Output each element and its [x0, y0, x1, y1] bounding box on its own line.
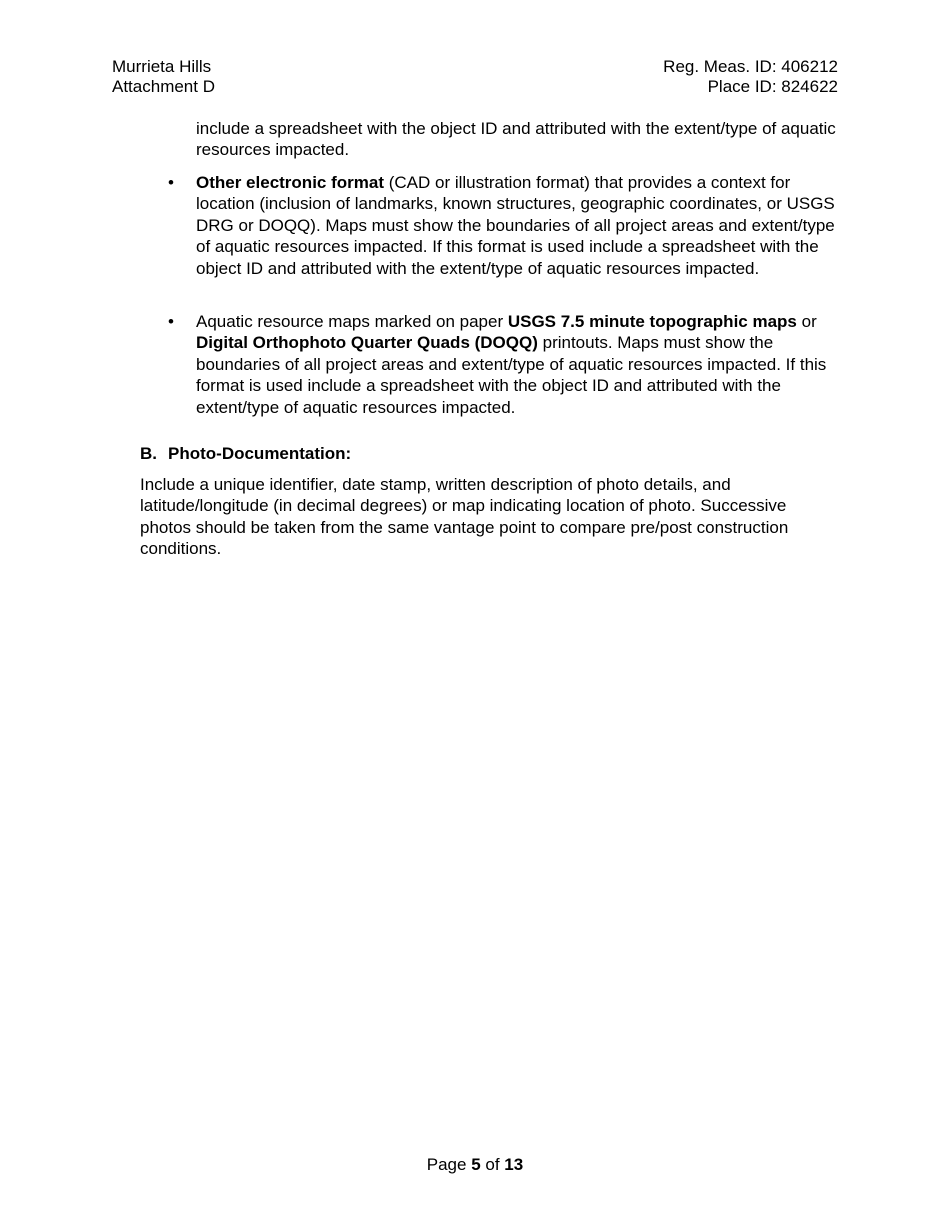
bullet-marker: • [168, 173, 174, 192]
section-b-body: Include a unique identifier, date stamp, written description of photo details, and latitude/longitude (in decimal degrees) or map indicating location of photo. Successive photos should be taken from the same vantage point to compare pre/post construction conditions. [140, 475, 789, 559]
bullet-text: Aquatic resource maps marked on paper [196, 312, 508, 331]
bullet-bold-doqq: Digital Orthophoto Quarter Quads (DOQQ) [196, 333, 538, 353]
section-letter: B. [140, 444, 157, 463]
bullet-aquatic-resource-maps [196, 311, 846, 418]
page-footer [0, 1155, 950, 1175]
bullet-marker: • [168, 312, 174, 331]
continuation-paragraph: include a spreadsheet with the object ID and attributed with the extent/type of aquatic resources impacted. [196, 119, 836, 160]
of-word: of [480, 1155, 505, 1174]
bullet-bold-lead: Other electronic format [196, 173, 384, 192]
page-word: Page [426, 1155, 472, 1174]
section-title: Photo-Documentation: [168, 444, 352, 463]
page-number: 5 [471, 1155, 481, 1174]
header-left [112, 57, 215, 97]
bullet-text: (CAD or illustration format) that provides a context for location (inclusion of landmarks, known structures, geographic coordinates, or USGS DRG or DOQQ). Maps must show the boundaries of all project areas and extent/type of aquatic resources impacted. If this format is used include a spreadsheet with the object ID and attributed with the extent/type of aquatic resources impacted. [196, 173, 835, 278]
attachment-label: Attachment D [112, 77, 215, 96]
header-right [663, 57, 838, 97]
project-name: Murrieta Hills [112, 57, 212, 76]
bullet-other-electronic-format [196, 172, 846, 279]
place-id: Place ID: 824622 [707, 77, 838, 96]
bullet-bold-usgs: USGS 7.5 minute topographic maps [507, 312, 797, 331]
total-pages: 13 [504, 1155, 524, 1174]
reg-meas-id: Reg. Meas. ID: 406212 [663, 57, 838, 76]
bullet-text: printouts. Maps must show the boundaries of all project areas and extent/type of aquatic resources impacted. If this format is used include a spreadsheet with the object ID and attributed with the extent/type of aquatic resources impacted. [196, 333, 827, 417]
bullet-text: or [796, 312, 817, 331]
section-b-heading [140, 443, 351, 464]
